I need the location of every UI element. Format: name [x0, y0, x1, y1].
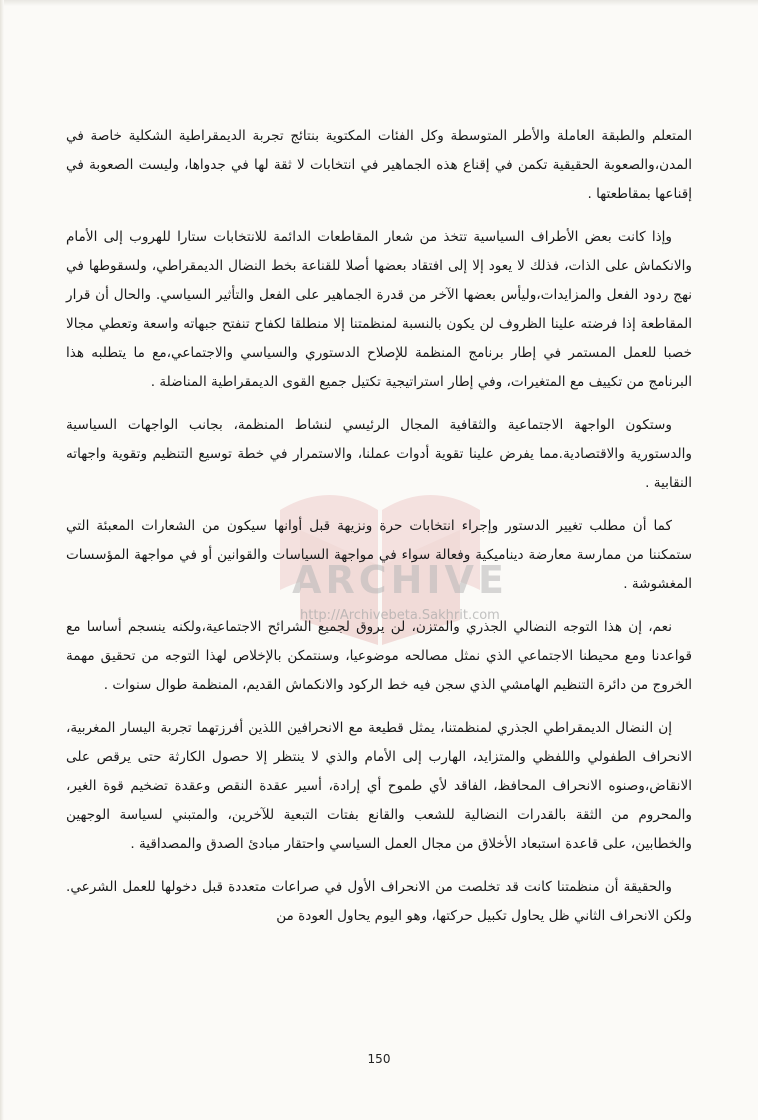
page-number: 150 — [367, 1052, 391, 1066]
paragraph-6: إن النضال الديمقراطي الجذري لمنظمتنا، يمثل قطيعة مع الانحرافين اللذين أفرزتهما تجربة اليسار المغربية، الانحراف الطفولي واللفظي والمتزايد، الهارب إلى الأمام والذي لا ينتظر إلا حصول الكارثة حتى يرقص على الانقاض،وصنوه الانحراف المحافظ، الفاقد لأي طموح أي إرادة، أسير عقدة النقص وعقدة تضخيم قوة الغير، والمحروم من الثقة بالقدرات النضالية للشعب والقانع بفتات التبعية للآخرين، والمتبني لسياسة الوجهين والخطابين، على قاعدة استبعاد الأخلاق من مجال العمل السياسي واحتقار مبادئ الصدق والمصداقية . — [66, 720, 692, 852]
watermark-url: http://Archivebeta.Sakhrit.com — [300, 608, 500, 623]
paragraph-2: وإذا كانت بعض الأطراف السياسية تتخذ من شعار المقاطعات الدائمة للانتخابات ستارا للهروب إلى الأمام والانكماش على الذات، فذلك لا يعود إلا إلى افتقاد بعضها أصلا للقناعة بخط النضال الديمقراطي، ولسقوطها في نهج ردود الفعل والمزايدات،وليأس بعضها الآخر من قدرة الجماهير على الفعل والتأثير السياسي. والحال أن قرار المقاطعة إذا فرضته علينا الظروف لن يكون بالنسبة لمنظمتنا إلا منطلقا لكفاح تنفتح جبهاته واسعة وتعطي مجالا خصبا للعمل المستمر في إطار برنامج المنظمة للإصلاح الدستوري والسياسي والاجتماعي،مع ما يتطلبه هذا البرنامج من تكييف مع المتغيرات، وفي إطار استراتيجية تكتيل جميع القوى الديمقراطية المناضلة . — [66, 229, 692, 390]
paragraph-4: كما أن مطلب تغيير الدستور وإجراء انتخابات حرة ونزيهة قبل أوانها سيكون من الشعارات المعبئة التي ستمكننا من ممارسة معارضة ديناميكية وفعالة سواء في مواجهة السياسات والقوانين أو في مواجهة المؤسسات المغشوشة . — [66, 518, 692, 592]
paragraph-1: المتعلم والطبقة العاملة والأطر المتوسطة وكل الفئات المكتوية بنتائج تجربة الديمقراطية الشكلية خاصة في المدن،والصعوبة الحقيقية تكمن في إقناع هذه الجماهير في انتخابات لا ثقة لها في جدواها، وليست الصعوبة في إقناعها بمقاطعتها . — [66, 128, 692, 202]
scan-shadow-left — [0, 0, 4, 1120]
article-body — [66, 122, 692, 945]
paragraph-7: والحقيقة أن منظمتنا كانت قد تخلصت من الانحراف الأول في صراعات متعددة قبل دخولها للعمل الشرعي. ولكن الانحراف الثاني ظل يحاول تكبيل حركتها، وهو اليوم يحاول العودة من — [66, 879, 692, 924]
paragraph-3: وستكون الواجهة الاجتماعية والثقافية المجال الرئيسي لنشاط المنظمة، بجانب الواجهات السياسية والدستورية والاقتصادية.مما يفرض علينا تقوية أدوات عملنا، والاستمرار في خطة توسيع التنظيم وتقوية واجهاته النقابية . — [66, 417, 692, 491]
scan-shadow-top — [0, 0, 758, 6]
paragraph-5: نعم، إن هذا التوجه النضالي الجذري والمتزن، لن يروق لجميع الشرائح الاجتماعية،ولكنه ينسجم أساسا مع قواعدنا ومع محيطنا الاجتماعي الذي نمثل مصالحه موضوعيا، وسنتمكن بالإخلاص لهذا التوجه من تحقيق مهمة الخروج من دائرة التنظيم الهامشي الذي سجن فيه خط الركود والانكماش القديم، المنظمة طوال سنوات . — [66, 619, 692, 693]
watermark-text: ARCHIVE — [292, 558, 508, 602]
